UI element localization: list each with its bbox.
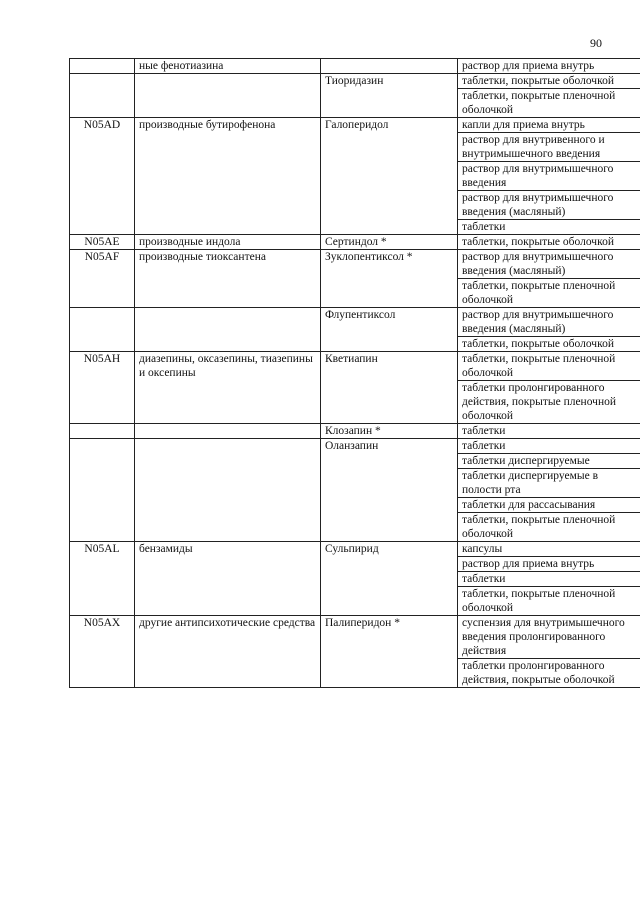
dosage-form-cell: таблетки диспергируемые <box>458 454 640 469</box>
dosage-form-cell: раствор для внутримышечного введения (масляный) <box>458 191 640 220</box>
dosage-form-cell: таблетки, покрытые пленочной оболочкой <box>458 587 640 616</box>
atc-code-cell: N05AE <box>70 235 135 250</box>
atc-code-cell <box>70 59 135 74</box>
dosage-form-cell: раствор для внутримышечного введения (масляный) <box>458 250 640 279</box>
dosage-form-cell: таблетки, покрытые пленочной оболочкой <box>458 513 640 542</box>
dosage-form-cell: раствор для внутривенного и внутримышечного введения <box>458 133 640 162</box>
drug-name-cell: Сульпирид <box>321 542 458 616</box>
dosage-form-cell: суспензия для внутримышечного введения пролонгированного действия <box>458 616 640 659</box>
dosage-form-cell: таблетки для рассасывания <box>458 498 640 513</box>
atc-code-cell <box>70 439 135 542</box>
dosage-form-cell: таблетки, покрытые оболочкой <box>458 74 640 89</box>
group-name-cell: бензамиды <box>135 542 321 616</box>
dosage-form-cell: раствор для внутримышечного введения (масляный) <box>458 308 640 337</box>
dosage-form-cell: таблетки пролонгированного действия, покрытые пленочной оболочкой <box>458 381 640 424</box>
dosage-form-cell: таблетки <box>458 220 640 235</box>
drug-name-cell: Галоперидол <box>321 118 458 235</box>
group-name-cell <box>135 439 321 542</box>
group-name-cell <box>135 74 321 118</box>
table-row <box>70 74 640 89</box>
dosage-form-cell: таблетки, покрытые пленочной оболочкой <box>458 352 640 381</box>
dosage-form-cell: таблетки, покрытые оболочкой <box>458 235 640 250</box>
dosage-form-cell: таблетки <box>458 424 640 439</box>
dosage-form-cell: таблетки <box>458 439 640 454</box>
dosage-form-cell: раствор для приема внутрь <box>458 59 640 74</box>
atc-code-cell: N05AX <box>70 616 135 688</box>
drug-name-cell: Палиперидон * <box>321 616 458 688</box>
dosage-form-cell: таблетки диспергируемые в полости рта <box>458 469 640 498</box>
dosage-form-cell: таблетки <box>458 572 640 587</box>
atc-code-cell: N05AH <box>70 352 135 424</box>
table-row <box>70 439 640 454</box>
group-name-cell <box>135 424 321 439</box>
table-row <box>70 616 640 659</box>
atc-code-cell <box>70 74 135 118</box>
table-row <box>70 308 640 337</box>
drug-name-cell: Зуклопентиксол * <box>321 250 458 308</box>
table-row <box>70 250 640 279</box>
table-row <box>70 542 640 557</box>
atc-code-cell <box>70 308 135 352</box>
group-name-cell: производные тиоксантена <box>135 250 321 308</box>
table-row <box>70 352 640 381</box>
group-name-cell: диазепины, оксазепины, тиазепины и оксепины <box>135 352 321 424</box>
group-name-cell: другие антипсихотические средства <box>135 616 321 688</box>
dosage-form-cell: таблетки пролонгированного действия, покрытые оболочкой <box>458 659 640 688</box>
drug-table <box>69 58 640 688</box>
dosage-form-cell: раствор для приема внутрь <box>458 557 640 572</box>
dosage-form-cell: капли для приема внутрь <box>458 118 640 133</box>
table-row <box>70 235 640 250</box>
atc-code-cell <box>70 424 135 439</box>
dosage-form-cell: раствор для внутримышечного введения <box>458 162 640 191</box>
drug-name-cell: Клозапин * <box>321 424 458 439</box>
dosage-form-cell: таблетки, покрытые пленочной оболочкой <box>458 279 640 308</box>
group-name-cell: производные индола <box>135 235 321 250</box>
drug-name-cell: Тиоридазин <box>321 74 458 118</box>
table-row <box>70 118 640 133</box>
atc-code-cell: N05AD <box>70 118 135 235</box>
drug-name-cell: Кветиапин <box>321 352 458 424</box>
drug-name-cell: Сертиндол * <box>321 235 458 250</box>
table-row <box>70 424 640 439</box>
drug-name-cell: Флупентиксол <box>321 308 458 352</box>
drug-name-cell: Оланзапин <box>321 439 458 542</box>
atc-code-cell: N05AL <box>70 542 135 616</box>
dosage-form-cell: таблетки, покрытые пленочной оболочкой <box>458 89 640 118</box>
table-row <box>70 59 640 74</box>
group-name-cell: ные фенотиазина <box>135 59 321 74</box>
page-number: 90 <box>590 36 602 50</box>
dosage-form-cell: таблетки, покрытые оболочкой <box>458 337 640 352</box>
atc-code-cell: N05AF <box>70 250 135 308</box>
drug-name-cell <box>321 59 458 74</box>
group-name-cell: производные бутирофенона <box>135 118 321 235</box>
dosage-form-cell: капсулы <box>458 542 640 557</box>
group-name-cell <box>135 308 321 352</box>
